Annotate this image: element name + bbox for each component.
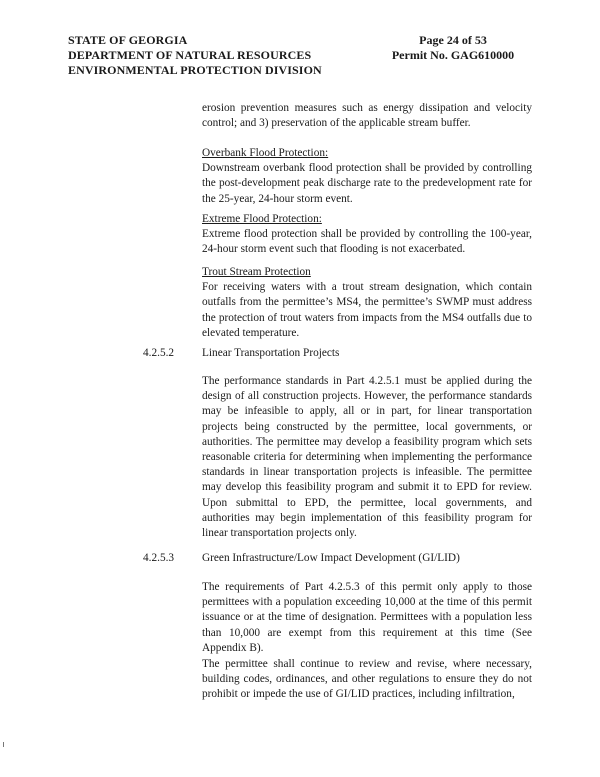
section-4252-number: 4.2.5.2 (143, 347, 175, 359)
section-4252-title: Linear Transportation Projects (202, 347, 340, 359)
overbank-paragraph: Downstream overbank flood protection shall be provided by controlling the post-development peak discharge rate to the predevelopment rate for the 25-year, 24-hour storm event. (202, 162, 532, 205)
trout-paragraph: For receiving waters with a trout stream designation, which contain outfalls from the permittee’s MS4, the permittee’s SWMP must address the protection of trout waters from impacts from the MS4 outfalls due to elevated temperature. (202, 281, 532, 339)
permit-header (378, 33, 528, 63)
scan-edge-mark (3, 742, 4, 747)
section-4252-paragraph: The performance standards in Part 4.2.5.1 must be applied during the design of all construction projects. However, the performance standards may be infeasible to apply, all or in part, for linear transportation projects being constructed by the permittee, local governments, or authorities. The permittee may develop a feasibility program which sets reasonable criteria for determining when implementing the performance standards in linear transportation projects is infeasible. The permittee may develop this feasibility program and submit it to EPD for review. Upon submittal to EPD, the permittee, local governments, and authorities may begin implementation of this feasibility program for linear transportation projects only. (202, 375, 532, 540)
permit-number: Permit No. GAG610000 (391, 48, 515, 62)
intro-paragraph: erosion prevention measures such as energy dissipation and velocity control; and 3) preservation of the applicable stream buffer. (202, 102, 532, 130)
header-department: DEPARTMENT OF NATURAL RESOURCES (68, 48, 312, 62)
page-number: Page 24 of 53 (419, 33, 487, 47)
section-4253-paragraph-2: The permittee shall continue to review and revise, where necessary, building codes, ordinances, and other regulations to ensure they do not prohibit or impede the use of GI/LID practices, including infiltration, (202, 658, 532, 701)
extreme-block (202, 212, 532, 258)
header-state: STATE OF GEORGIA (68, 33, 188, 47)
extreme-paragraph: Extreme flood protection shall be provided by controlling the 100-year, 24-hour storm event such that flooding is not exacerbated. (202, 228, 532, 256)
trout-block (202, 265, 532, 341)
section-4253-number: 4.2.5.3 (143, 552, 175, 564)
extreme-heading: Extreme Flood Protection: (202, 213, 322, 225)
header-division: ENVIRONMENTAL PROTECTION DIVISION (68, 63, 322, 77)
section-4253-title: Green Infrastructure/Low Impact Development (GI/LID) (202, 552, 460, 564)
overbank-heading: Overbank Flood Protection: (202, 147, 329, 159)
agency-header (68, 33, 322, 78)
trout-heading: Trout Stream Protection (202, 266, 311, 278)
section-4253-paragraph-1: The requirements of Part 4.2.5.3 of this permit only apply to those permittees with a population exceeding 10,000 at the time of this permit issuance or at the time of designation. Permittees with a population less than 10,000 are exempt from this requirement at this time (See Appendix B). (202, 581, 532, 654)
overbank-block (202, 146, 532, 207)
